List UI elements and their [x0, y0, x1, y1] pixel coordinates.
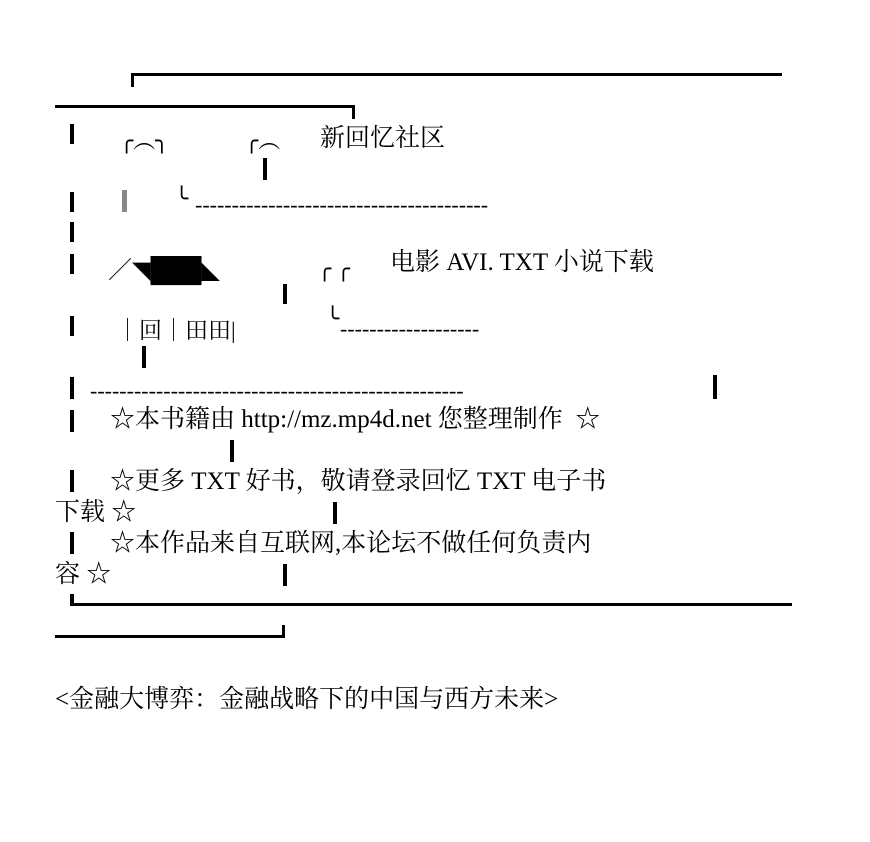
frame-top-right-line: [131, 73, 782, 76]
notice-line: ☆本书籍由 http://mz.mp4d.net 您整理制作 ☆: [110, 406, 601, 433]
cloud-icon: ╭︵╮: [120, 128, 169, 153]
notice-line: ☆更多 TXT 好书，敬请登录回忆 TXT 电子书: [110, 468, 607, 495]
notice-line: 下载 ☆: [55, 499, 137, 526]
frame-left-bar: [70, 410, 74, 432]
notice-line: ☆本作品来自互联网,本论坛不做任何负责内: [110, 530, 592, 557]
frame-left-bar: [70, 222, 74, 242]
frame-left-bar: [70, 124, 74, 144]
notice-line: 容 ☆: [55, 561, 112, 588]
dash-separator: -------------------: [340, 318, 480, 340]
frame-bottom-left-tick: [282, 625, 285, 637]
download-line: 电影 AVI. TXT 小说下载: [390, 249, 654, 276]
book-title: <金融大博弈：金融战略下的中国与西方未来>: [55, 686, 559, 713]
frame-left-bar: [70, 254, 74, 274]
frame-inner-bar: [230, 440, 234, 462]
frame-bottom-left-line: [55, 635, 285, 638]
cloud-icon: ╭ ╭: [318, 256, 350, 281]
frame-bottom-line: [70, 603, 792, 606]
community-name: 新回忆社区: [320, 125, 446, 152]
cloud-icon: ╭︵: [245, 128, 281, 153]
frame-inner-bar: [283, 284, 287, 304]
frame-left-bar: [70, 470, 74, 492]
chimney: [122, 190, 127, 212]
frame-inner-bar: [333, 502, 337, 524]
dash-separator: ----------------------------------------: [195, 194, 489, 216]
frame-left-bar: [70, 316, 74, 336]
frame-top-left-line: [55, 105, 355, 108]
frame-top-right-tick: [131, 73, 134, 87]
frame-top-left-tick: [352, 105, 355, 119]
house-roof: ／◥███◣: [108, 258, 220, 284]
frame-inner-bar: [142, 346, 146, 368]
frame-inner-bar: [283, 564, 287, 586]
frame-left-bar: [70, 532, 74, 554]
curve-icon: ╰: [175, 186, 189, 211]
house-body: ｜回｜田田|: [116, 318, 236, 343]
dash-separator: ---------------------------------------------------: [90, 380, 464, 402]
frame-left-bar: [70, 192, 74, 212]
frame-left-bar: [70, 377, 74, 399]
frame-right-bar: [713, 375, 717, 399]
curve-icon: ╰: [326, 306, 340, 331]
frame-inner-bar: [263, 158, 267, 180]
